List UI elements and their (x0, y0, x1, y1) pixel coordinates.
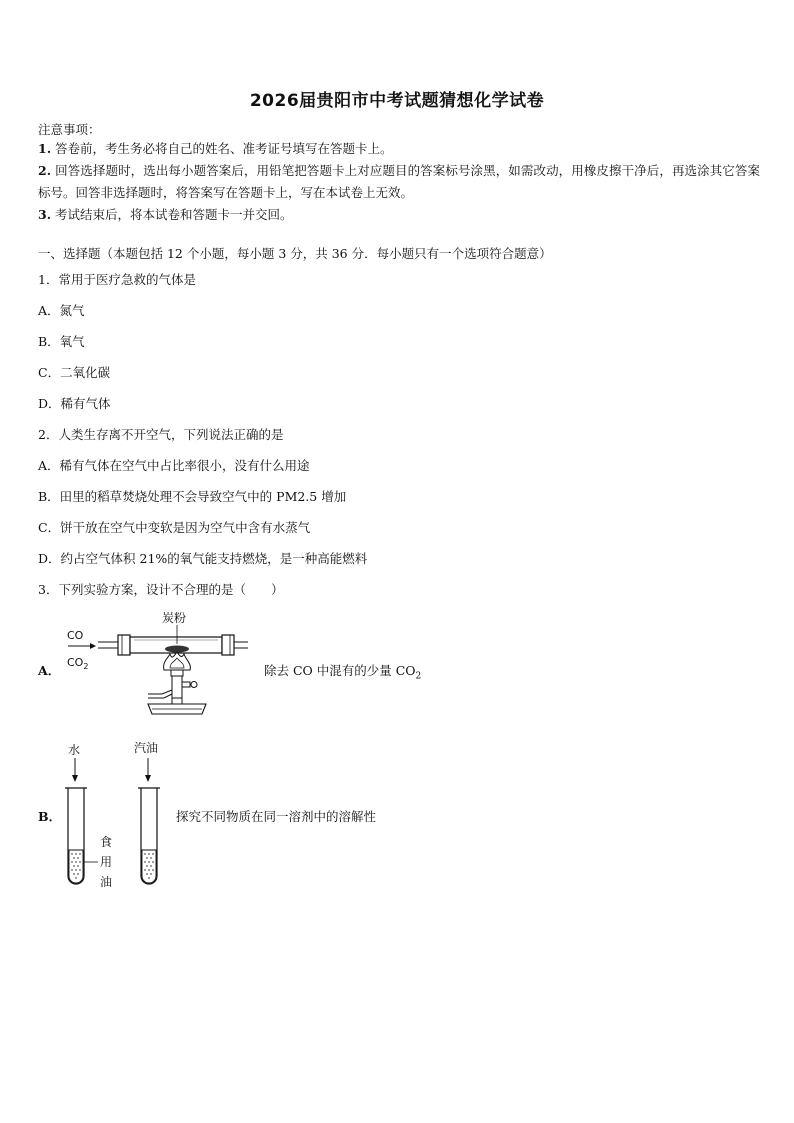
label-water: 水 (68, 743, 81, 757)
option-d: D．稀有气体 (38, 396, 111, 411)
test-tubes-diagram (62, 738, 182, 890)
option-c: C．饼干放在空气中变软是因为空气中含有水蒸气 (38, 520, 311, 535)
section-heading: 一、选择题（本题包括 12 个小题，每小题 3 分，共 36 分．每小题只有一个选项符合题意） (38, 246, 552, 261)
label-powder: 炭粉 (162, 611, 187, 625)
notice-item: 1. 答卷前，考生务必将自己的姓名、准考证号填写在答题卡上。 (38, 141, 393, 156)
water-arrow-icon (72, 775, 78, 782)
flame-icon (164, 652, 191, 670)
gas-arrow-head (90, 643, 96, 649)
option-b: B．氧气 (38, 334, 85, 349)
option-a: A．稀有气体在空气中占比率很小，没有什么用途 (38, 458, 310, 473)
notice-item: 2. 回答选择题时，选出每小题答案后，用铅笔把答题卡上对应题目的答案标号涂黑，如需改动，用橡皮擦干净后，再选涂其它答案标号。回答非选择题时，将答案写在答题卡上，写在本试卷上无效。 (38, 163, 760, 200)
label-gas-co2: $CO_2$ (67, 656, 89, 671)
right-stopper (222, 635, 234, 655)
question-stem: 2．人类生存离不开空气，下列说法正确的是 (38, 427, 284, 442)
left-stopper (118, 635, 130, 655)
notice-heading: 注意事项： (38, 122, 101, 137)
option-b-description: 探究不同物质在同一溶剂中的溶解性 (176, 809, 377, 824)
apparatus-figure-b (62, 738, 182, 890)
page-title: 2026届贵阳市中考试题猜想化学试卷 (249, 91, 545, 111)
option-c: C．二氧化碳 (38, 365, 111, 380)
apparatus-figure-a (64, 608, 254, 728)
question-stem: 1．常用于医疗急救的气体是 (38, 272, 196, 287)
label-oil-2: 用 (100, 855, 113, 869)
question-stem: 3．下列实验方案，设计不合理的是（ ） (38, 582, 284, 597)
burner-tube (172, 676, 182, 698)
option-b: B．田里的稻草焚烧处理不会导致空气中的 PM2.5 增加 (38, 489, 347, 504)
notice-list (38, 138, 760, 226)
label-gas-co: CO (67, 629, 84, 642)
label-gasoline: 汽油 (134, 741, 159, 755)
label-oil-3: 油 (100, 875, 113, 889)
option-a-description: 除去 CO 中混有的少量 $CO_2$ (264, 663, 422, 682)
label-oil-1: 食 (100, 835, 113, 849)
option-d: D．约占空气体积 21%的氧气能支持燃烧，是一种高能燃料 (38, 551, 368, 566)
option-a-letter: A． (38, 663, 61, 678)
valve-knob (191, 682, 197, 688)
notice-item: 3. 考试结束后，将本试卷和答题卡一并交回。 (38, 207, 293, 222)
option-a: A．氮气 (38, 303, 85, 318)
option-b-letter: B． (38, 809, 62, 824)
gasoline-arrow-icon (145, 775, 151, 782)
combustion-tube-diagram (64, 608, 254, 728)
